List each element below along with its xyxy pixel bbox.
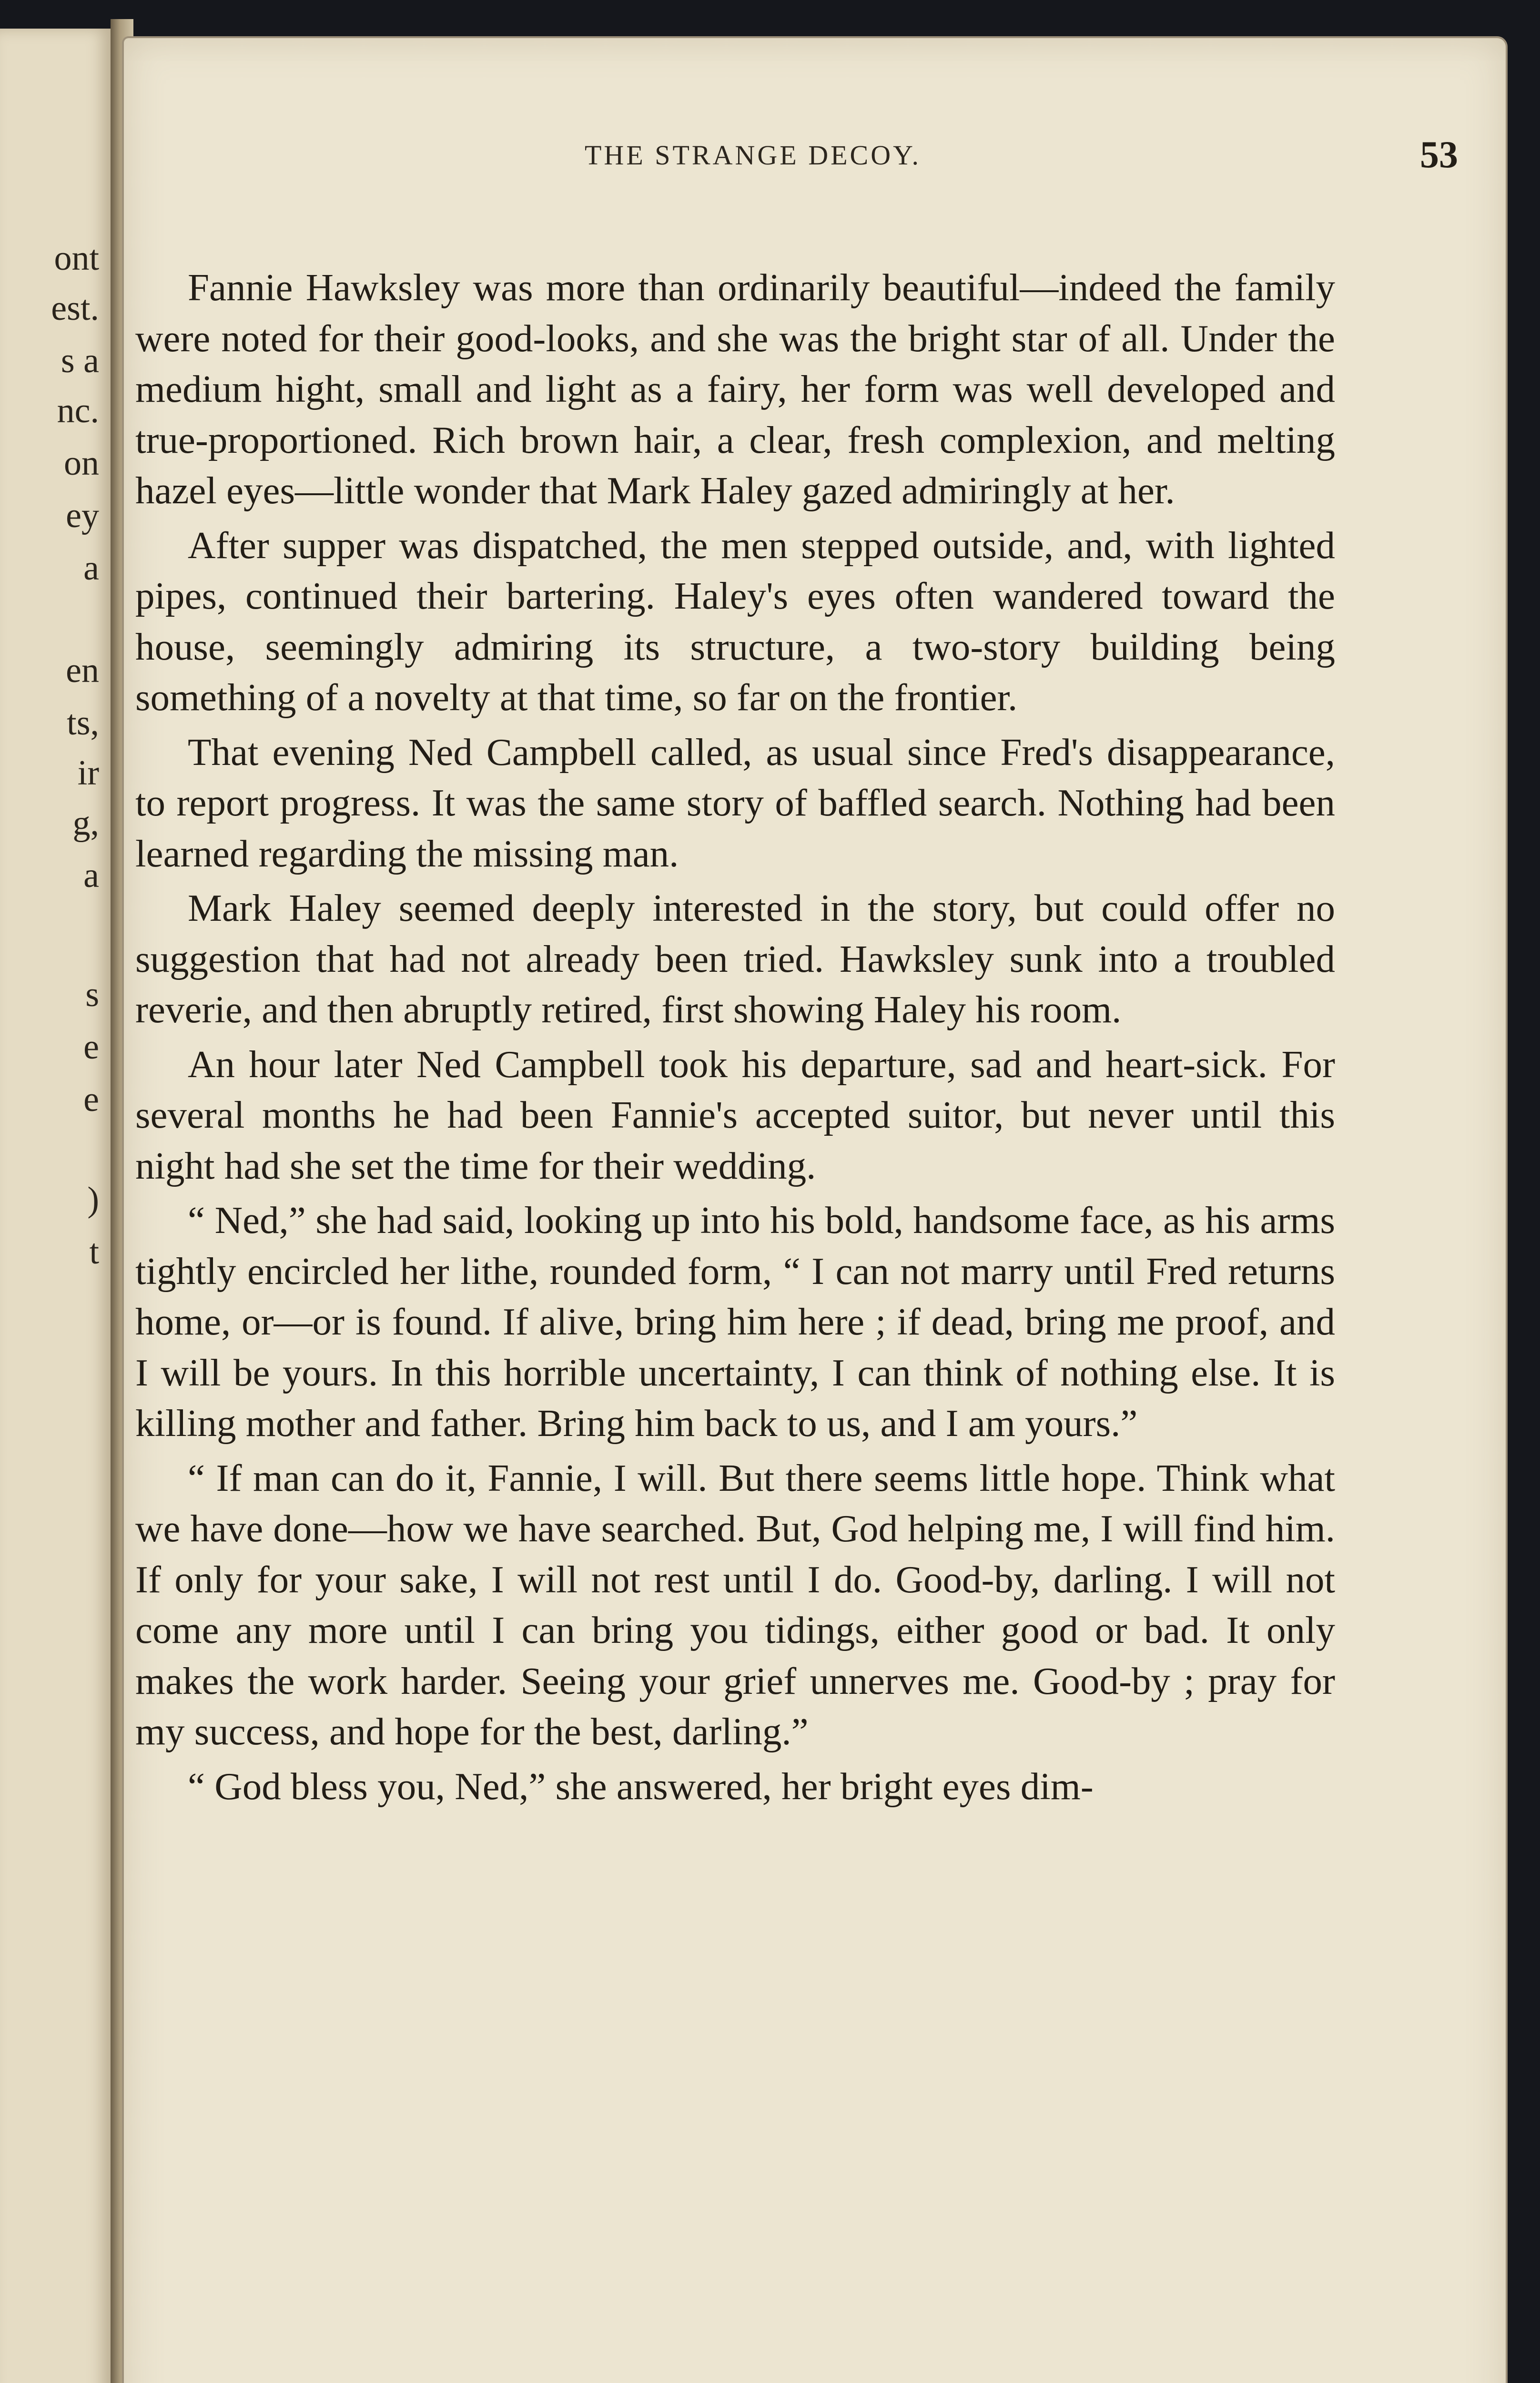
paragraph: “ Ned,” she had said, looking up into his bold, handsome face, as his arms tightly encircled her lithe, rounded form, “ I can not marry until Fred returns home, or—or is found. If alive, bring him here ; if dead, bring me proof, and I will be yours. In this horrible uncertainty, I can think of nothing else. It is killing mother and father. Bring him back to us, and I am yours.” [135, 1199, 1335, 1445]
paragraph: “ If man can do it, Fannie, I will. But there seems little hope. Think what we have done—how we have searched. But, God helping me, I will find him. If only for your sake, I will not rest until I do. Good-by, darling. I will not come any more until I can bring you tidings, either good or bad. It only makes the work harder. Seeing your grief unnerves me. Good-by ; pray for my success, and hope for the best, darling.” [135, 1456, 1335, 1753]
prev-page-fragment: a [83, 856, 99, 895]
body-text [135, 262, 1335, 1815]
paragraph: After supper was dispatched, the men stepped outside, and, with lighted pipes, continued their bartering. Haley's eyes often wandered toward the house, seemingly admiring its structure, a two-story building being something of a novelty at that time, so far on the frontier. [135, 523, 1335, 719]
prev-page-fragment: t [89, 1232, 99, 1272]
previous-page-edge [0, 29, 113, 2383]
prev-page-fragment: est. [51, 289, 99, 328]
book-page [124, 38, 1506, 2383]
prev-page-fragment: ir [77, 754, 99, 793]
prev-page-fragment: on [64, 444, 99, 483]
prev-page-fragment: s a [61, 341, 99, 380]
prev-page-fragment: ts, [67, 703, 99, 743]
paragraph: Fannie Hawksley was more than ordinarily beautiful—indeed the family were noted for their good-looks, and she was the bright star of all. Under the medium hight, small and light as a fairy, her form was well developed and true-proportioned. Rich brown hair, a clear, fresh complexion, and melting hazel eyes—little wonder that Mark Haley gazed admiringly at her. [135, 266, 1335, 512]
page-number: 53 [1420, 134, 1458, 176]
paragraph: “ God bless you, Ned,” she answered, her bright eyes dim- [188, 1764, 1094, 1808]
paragraph: An hour later Ned Campbell took his departure, sad and heart-sick. For several months he had been Fannie's accepted suitor, but never until this night had she set the time for their wedding. [135, 1042, 1335, 1187]
prev-page-fragment: a [83, 549, 99, 588]
prev-page-fragment: ) [87, 1180, 99, 1219]
prev-page-fragment: e [83, 1080, 99, 1119]
prev-page-fragment: ont [54, 239, 99, 278]
paragraph: That evening Ned Campbell called, as usual since Fred's disappearance, to report progress. It was the same story of baffled search. Nothing had been learned regarding the missing man. [135, 730, 1335, 875]
prev-page-fragment: s [85, 975, 99, 1014]
prev-page-fragment: g, [72, 804, 99, 843]
running-head [124, 133, 1506, 176]
prev-page-fragment: e [83, 1028, 99, 1067]
prev-page-fragment: ey [66, 496, 99, 535]
prev-page-fragment: en [66, 651, 99, 690]
prev-page-fragment: nc. [57, 391, 99, 430]
paragraph: Mark Haley seemed deeply interested in the story, but could offer no suggestion that had not already been tried. Hawksley sunk into a troubled reverie, and then abruptly retired, first showing Haley his room. [135, 886, 1335, 1031]
running-title: THE STRANGE DECOY. [585, 140, 921, 171]
